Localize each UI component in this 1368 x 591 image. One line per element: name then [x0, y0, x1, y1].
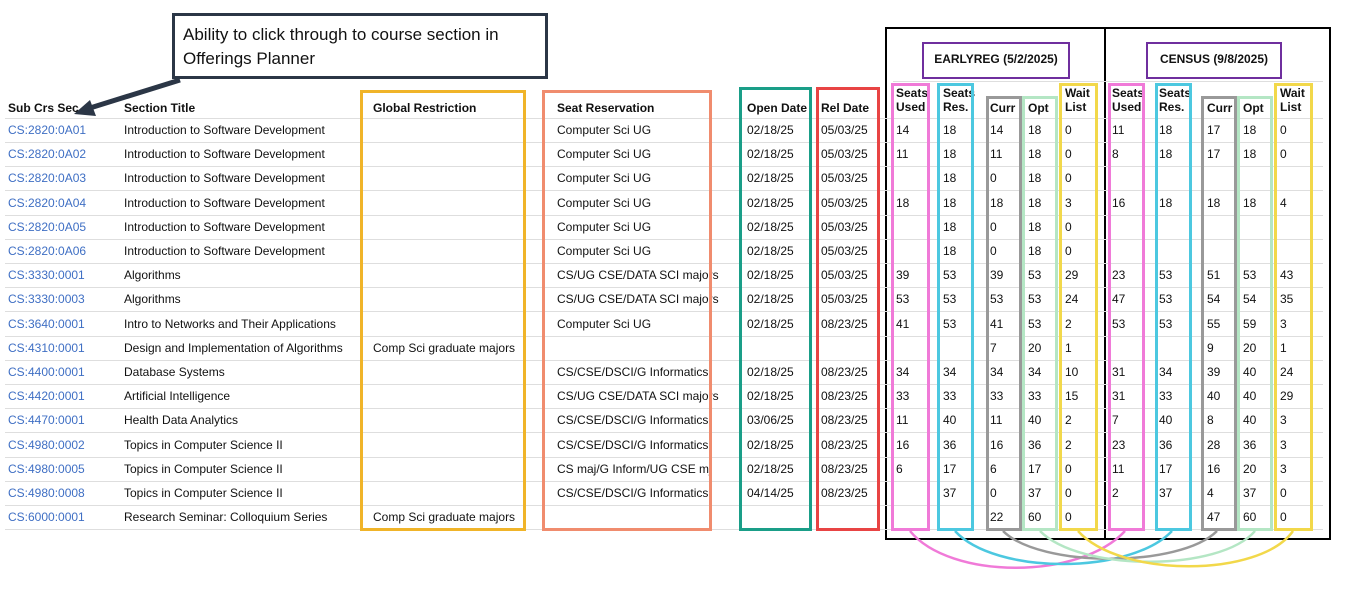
course-section-link[interactable]: CS:4980:0002 [8, 438, 85, 452]
earlyreg-curr: 11 [990, 413, 1003, 427]
census-seats-used: 11 [1112, 123, 1125, 137]
census-wait-list: 0 [1280, 147, 1287, 161]
open-date: 02/18/25 [747, 171, 794, 185]
earlyreg-seats-used: 16 [896, 438, 910, 452]
census-wait-list: 1 [1280, 341, 1287, 355]
earlyreg-wait-list: 0 [1065, 147, 1072, 161]
earlyreg-opt: 60 [1028, 510, 1042, 524]
census-curr: 4 [1207, 486, 1214, 500]
header-global-restriction: Global Restriction [373, 101, 477, 115]
earlyreg-seats-res: 37 [943, 486, 957, 500]
census-wait-list: 0 [1280, 123, 1287, 137]
earlyreg-seats-used: 33 [896, 389, 910, 403]
section-title: Health Data Analytics [124, 413, 239, 427]
open-date: 02/18/25 [747, 220, 794, 234]
seat-reservation: Computer Sci UG [557, 244, 652, 258]
census-opt: 59 [1243, 317, 1257, 331]
census-curr: 55 [1207, 317, 1221, 331]
course-section-link[interactable]: CS:3640:0001 [8, 317, 85, 331]
earlyreg-curr: 16 [990, 438, 1004, 452]
rel-date: 05/03/25 [821, 220, 868, 234]
census-header-wait-list-line2: List [1280, 100, 1302, 114]
open-date: 02/18/25 [747, 123, 794, 137]
census-seats-used: 53 [1112, 317, 1126, 331]
earlyreg-opt: 18 [1028, 171, 1042, 185]
earlyreg-seats-res: 53 [943, 292, 957, 306]
earlyreg-header-wait-list-line1: Wait [1065, 86, 1090, 100]
earlyreg-opt: 18 [1028, 123, 1042, 137]
earlyreg-wait-list: 15 [1065, 389, 1079, 403]
earlyreg-curr: 53 [990, 292, 1004, 306]
census-header-opt: Opt [1243, 101, 1264, 115]
earlyreg-seats-used: 6 [896, 462, 903, 476]
earlyreg-opt: 34 [1028, 365, 1042, 379]
earlyreg-header-seats-used-line2: Used [896, 100, 926, 114]
earlyreg-wait-list: 0 [1065, 220, 1072, 234]
earlyreg-wait-list: 3 [1065, 196, 1072, 210]
census-curr: 17 [1207, 147, 1221, 161]
earlyreg-seats-res: 40 [943, 413, 957, 427]
earlyreg-curr: 7 [990, 341, 997, 355]
census-seats-used: 31 [1112, 389, 1126, 403]
census-wait-list: 35 [1280, 292, 1294, 306]
course-section-link[interactable]: CS:2820:0A03 [8, 171, 87, 185]
section-title: Artificial Intelligence [124, 389, 231, 403]
census-opt: 18 [1243, 196, 1257, 210]
course-section-link[interactable]: CS:3330:0003 [8, 292, 85, 306]
course-section-link[interactable]: CS:2820:0A05 [8, 220, 87, 234]
earlyreg-wait-list: 2 [1065, 438, 1072, 452]
earlyreg-seats-res: 33 [943, 389, 957, 403]
census-opt: 54 [1243, 292, 1257, 306]
census-opt: 18 [1243, 123, 1257, 137]
header-rel-date: Rel Date [821, 101, 870, 115]
earlyreg-wait-list: 2 [1065, 317, 1072, 331]
section-title: Topics in Computer Science II [124, 462, 283, 476]
earlyreg-header-seats-res-line1: Seats [943, 86, 976, 100]
census-header-seats-used-line1: Seats [1112, 86, 1145, 100]
census-seats-res: 53 [1159, 317, 1173, 331]
earlyreg-seats-res: 53 [943, 317, 957, 331]
rel-date: 08/23/25 [821, 365, 868, 379]
earlyreg-seats-res: 53 [943, 268, 957, 282]
census-header-seats-res-line1: Seats [1159, 86, 1192, 100]
census-seats-used: 23 [1112, 438, 1126, 452]
seat-reservation: Computer Sci UG [557, 196, 652, 210]
census-opt: 60 [1243, 510, 1257, 524]
course-section-link[interactable]: CS:2820:0A02 [8, 147, 87, 161]
seat-reservation: Computer Sci UG [557, 147, 652, 161]
census-header-curr: Curr [1207, 101, 1233, 115]
earlyreg-opt: 20 [1028, 341, 1042, 355]
course-section-link[interactable]: CS:4420:0001 [8, 389, 85, 403]
census-header-seats-used-line2: Used [1112, 100, 1142, 114]
census-wait-list: 0 [1280, 486, 1287, 500]
census-seats-res: 40 [1159, 413, 1173, 427]
earlyreg-header-wait-list-line2: List [1065, 100, 1087, 114]
seat-reservation: CS/UG CSE/DATA SCI majors [557, 389, 719, 403]
course-section-link[interactable]: CS:4470:0001 [8, 413, 85, 427]
census-curr: 16 [1207, 462, 1221, 476]
earlyreg-seats-res: 18 [943, 244, 957, 258]
census-opt: 18 [1243, 147, 1257, 161]
earlyreg-seats-used: 14 [896, 123, 910, 137]
earlyreg-curr: 0 [990, 220, 997, 234]
census-wait-list: 29 [1280, 389, 1294, 403]
census-curr: 47 [1207, 510, 1221, 524]
census-wait-list: 3 [1280, 317, 1287, 331]
earlyreg-opt: 40 [1028, 413, 1042, 427]
census-opt: 20 [1243, 341, 1257, 355]
earlyreg-header-opt: Opt [1028, 101, 1049, 115]
earlyreg-opt: 36 [1028, 438, 1042, 452]
earlyreg-curr: 14 [990, 123, 1004, 137]
census-curr: 40 [1207, 389, 1221, 403]
section-title: Database Systems [124, 365, 225, 379]
census-wait-list: 24 [1280, 365, 1294, 379]
seat-reservation: Computer Sci UG [557, 171, 652, 185]
earlyreg-wait-list: 24 [1065, 292, 1079, 306]
section-title: Algorithms [124, 268, 181, 282]
earlyreg-curr: 33 [990, 389, 1004, 403]
seat-reservation: CS/CSE/DSCI/G Informatics [557, 486, 709, 500]
earlyreg-seats-res: 18 [943, 171, 957, 185]
earlyreg-seats-res: 18 [943, 196, 957, 210]
earlyreg-wait-list: 2 [1065, 413, 1072, 427]
census-seats-res: 18 [1159, 147, 1173, 161]
census-opt: 36 [1243, 438, 1257, 452]
course-section-link[interactable]: CS:4400:0001 [8, 365, 85, 379]
earlyreg-seats-used: 34 [896, 365, 910, 379]
rel-date: 08/23/25 [821, 317, 868, 331]
seat-reservation: Computer Sci UG [557, 317, 652, 331]
earlyreg-wait-list: 0 [1065, 123, 1072, 137]
earlyreg-wait-list: 0 [1065, 510, 1072, 524]
seat-reservation: CS/UG CSE/DATA SCI majors [557, 268, 719, 282]
census-seats-used: 31 [1112, 365, 1126, 379]
rel-date: 08/23/25 [821, 438, 868, 452]
section-title: Topics in Computer Science II [124, 486, 283, 500]
course-section-link[interactable]: CS:3330:0001 [8, 268, 85, 282]
global-restriction: Comp Sci graduate majors [373, 341, 516, 355]
callout-text: Ability to click through to course section in Offerings Planner [183, 25, 499, 68]
earlyreg-curr: 18 [990, 196, 1004, 210]
census-wait-list: 4 [1280, 196, 1287, 210]
census-seats-res: 18 [1159, 196, 1173, 210]
course-section-link[interactable]: CS:4310:0001 [8, 341, 85, 355]
header-open-date: Open Date [747, 101, 808, 115]
census-curr: 17 [1207, 123, 1221, 137]
earlyreg-seats-used: 53 [896, 292, 910, 306]
open-date: 02/18/25 [747, 147, 794, 161]
header-section-title: Section Title [124, 101, 196, 115]
census-seats-res: 53 [1159, 292, 1173, 306]
seat-reservation: CS maj/G Inform/UG CSE mj [557, 462, 712, 476]
earlyreg-wait-list: 29 [1065, 268, 1079, 282]
earlyreg-seats-used: 39 [896, 268, 910, 282]
earlyreg-wait-list: 1 [1065, 341, 1072, 355]
section-title: Topics in Computer Science II [124, 438, 283, 452]
seat-reservation: CS/CSE/DSCI/G Informatics [557, 413, 709, 427]
earlyreg-term-title: EARLYREG (5/2/2025) [922, 42, 1070, 79]
header-sub-crs-sec: Sub Crs Sec [8, 101, 79, 115]
open-date: 02/18/25 [747, 196, 794, 210]
earlyreg-curr: 0 [990, 486, 997, 500]
earlyreg-header-seats-res-line2: Res. [943, 100, 969, 114]
rel-date: 05/03/25 [821, 244, 868, 258]
earlyreg-curr: 41 [990, 317, 1004, 331]
section-title: Introduction to Software Development [124, 220, 325, 234]
rel-date: 08/23/25 [821, 462, 868, 476]
earlyreg-wait-list: 0 [1065, 244, 1072, 258]
earlyreg-wait-list: 0 [1065, 486, 1072, 500]
section-title: Intro to Networks and Their Applications [124, 317, 336, 331]
census-curr: 51 [1207, 268, 1221, 282]
course-section-link[interactable]: CS:2820:0A06 [8, 244, 87, 258]
course-section-link[interactable]: CS:4980:0008 [8, 486, 85, 500]
earlyreg-curr: 34 [990, 365, 1004, 379]
seat-reservation: Computer Sci UG [557, 220, 652, 234]
census-seats-used: 23 [1112, 268, 1126, 282]
open-date: 04/14/25 [747, 486, 794, 500]
earlyreg-opt: 18 [1028, 147, 1042, 161]
earlyreg-opt: 18 [1028, 220, 1042, 234]
earlyreg-curr: 6 [990, 462, 997, 476]
earlyreg-seats-used: 18 [896, 196, 910, 210]
census-seats-used: 7 [1112, 413, 1119, 427]
census-wait-list: 3 [1280, 462, 1287, 476]
census-opt: 53 [1243, 268, 1257, 282]
earlyreg-seats-res: 17 [943, 462, 957, 476]
census-opt: 40 [1243, 389, 1257, 403]
census-opt: 40 [1243, 413, 1257, 427]
earlyreg-curr: 0 [990, 244, 997, 258]
global-restriction: Comp Sci graduate majors [373, 510, 516, 524]
course-section-link[interactable]: CS:6000:0001 [8, 510, 85, 524]
census-seats-res: 34 [1159, 365, 1173, 379]
census-seats-used: 47 [1112, 292, 1126, 306]
course-section-link[interactable]: CS:4980:0005 [8, 462, 85, 476]
earlyreg-curr: 11 [990, 147, 1003, 161]
census-seats-res: 33 [1159, 389, 1173, 403]
earlyreg-header-seats-used-line1: Seats [896, 86, 929, 100]
earlyreg-seats-used: 41 [896, 317, 910, 331]
census-opt: 40 [1243, 365, 1257, 379]
census-header-wait-list-line1: Wait [1280, 86, 1305, 100]
header-seat-reservation: Seat Reservation [557, 101, 655, 115]
rel-date: 05/03/25 [821, 196, 868, 210]
census-seats-res: 36 [1159, 438, 1173, 452]
earlyreg-opt: 18 [1028, 244, 1042, 258]
earlyreg-curr: 39 [990, 268, 1004, 282]
earlyreg-wait-list: 10 [1065, 365, 1079, 379]
seat-reservation: Computer Sci UG [557, 123, 652, 137]
earlyreg-opt: 33 [1028, 389, 1042, 403]
census-curr: 28 [1207, 438, 1221, 452]
section-title: Introduction to Software Development [124, 123, 325, 137]
open-date: 02/18/25 [747, 268, 794, 282]
earlyreg-opt: 53 [1028, 268, 1042, 282]
open-date: 02/18/25 [747, 438, 794, 452]
census-seats-used: 11 [1112, 462, 1125, 476]
open-date: 02/18/25 [747, 244, 794, 258]
earlyreg-opt: 53 [1028, 317, 1042, 331]
open-date: 02/18/25 [747, 317, 794, 331]
earlyreg-curr: 22 [990, 510, 1004, 524]
earlyreg-opt: 18 [1028, 196, 1042, 210]
rel-date: 05/03/25 [821, 123, 868, 137]
open-date: 03/06/25 [747, 413, 794, 427]
rel-date: 05/03/25 [821, 171, 868, 185]
open-date: 02/18/25 [747, 292, 794, 306]
earlyreg-seats-used: 11 [896, 147, 909, 161]
census-seats-res: 53 [1159, 268, 1173, 282]
census-wait-list: 3 [1280, 438, 1287, 452]
earlyreg-seats-res: 18 [943, 123, 957, 137]
course-section-link[interactable]: CS:2820:0A04 [8, 196, 87, 210]
rel-date: 08/23/25 [821, 413, 868, 427]
census-wait-list: 3 [1280, 413, 1287, 427]
seat-reservation: CS/CSE/DSCI/G Informatics [557, 438, 709, 452]
earlyreg-curr: 0 [990, 171, 997, 185]
census-curr: 54 [1207, 292, 1221, 306]
earlyreg-opt: 17 [1028, 462, 1042, 476]
census-seats-res: 18 [1159, 123, 1173, 137]
section-title: Introduction to Software Development [124, 244, 325, 258]
census-wait-list: 43 [1280, 268, 1294, 282]
rel-date: 08/23/25 [821, 389, 868, 403]
rel-date: 05/03/25 [821, 268, 868, 282]
earlyreg-wait-list: 0 [1065, 171, 1072, 185]
earlyreg-opt: 37 [1028, 486, 1042, 500]
seat-reservation: CS/UG CSE/DATA SCI majors [557, 292, 719, 306]
earlyreg-opt: 53 [1028, 292, 1042, 306]
section-title: Design and Implementation of Algorithms [124, 341, 343, 355]
section-title: Introduction to Software Development [124, 147, 325, 161]
earlyreg-seats-res: 18 [943, 220, 957, 234]
rel-date: 05/03/25 [821, 147, 868, 161]
census-seats-res: 17 [1159, 462, 1173, 476]
section-title: Research Seminar: Colloquium Series [124, 510, 328, 524]
census-opt: 20 [1243, 462, 1257, 476]
section-title: Algorithms [124, 292, 181, 306]
census-wait-list: 0 [1280, 510, 1287, 524]
rel-date: 08/23/25 [821, 486, 868, 500]
census-header-seats-res-line2: Res. [1159, 100, 1185, 114]
census-seats-used: 8 [1112, 147, 1119, 161]
open-date: 02/18/25 [747, 389, 794, 403]
census-term-title: CENSUS (9/8/2025) [1146, 42, 1282, 79]
census-opt: 37 [1243, 486, 1257, 500]
course-section-link[interactable]: CS:2820:0A01 [8, 123, 87, 137]
open-date: 02/18/25 [747, 365, 794, 379]
open-date: 02/18/25 [747, 462, 794, 476]
census-curr: 18 [1207, 196, 1221, 210]
census-seats-res: 37 [1159, 486, 1173, 500]
census-curr: 39 [1207, 365, 1221, 379]
seat-reservation: CS/CSE/DSCI/G Informatics [557, 365, 709, 379]
section-title: Introduction to Software Development [124, 196, 325, 210]
census-seats-used: 16 [1112, 196, 1126, 210]
rel-date: 05/03/25 [821, 292, 868, 306]
earlyreg-seats-res: 18 [943, 147, 957, 161]
census-curr: 8 [1207, 413, 1214, 427]
earlyreg-wait-list: 0 [1065, 462, 1072, 476]
earlyreg-seats-used: 11 [896, 413, 909, 427]
earlyreg-header-curr: Curr [990, 101, 1016, 115]
census-curr: 9 [1207, 341, 1214, 355]
section-title: Introduction to Software Development [124, 171, 325, 185]
earlyreg-seats-res: 34 [943, 365, 957, 379]
census-seats-used: 2 [1112, 486, 1119, 500]
earlyreg-seats-res: 36 [943, 438, 957, 452]
